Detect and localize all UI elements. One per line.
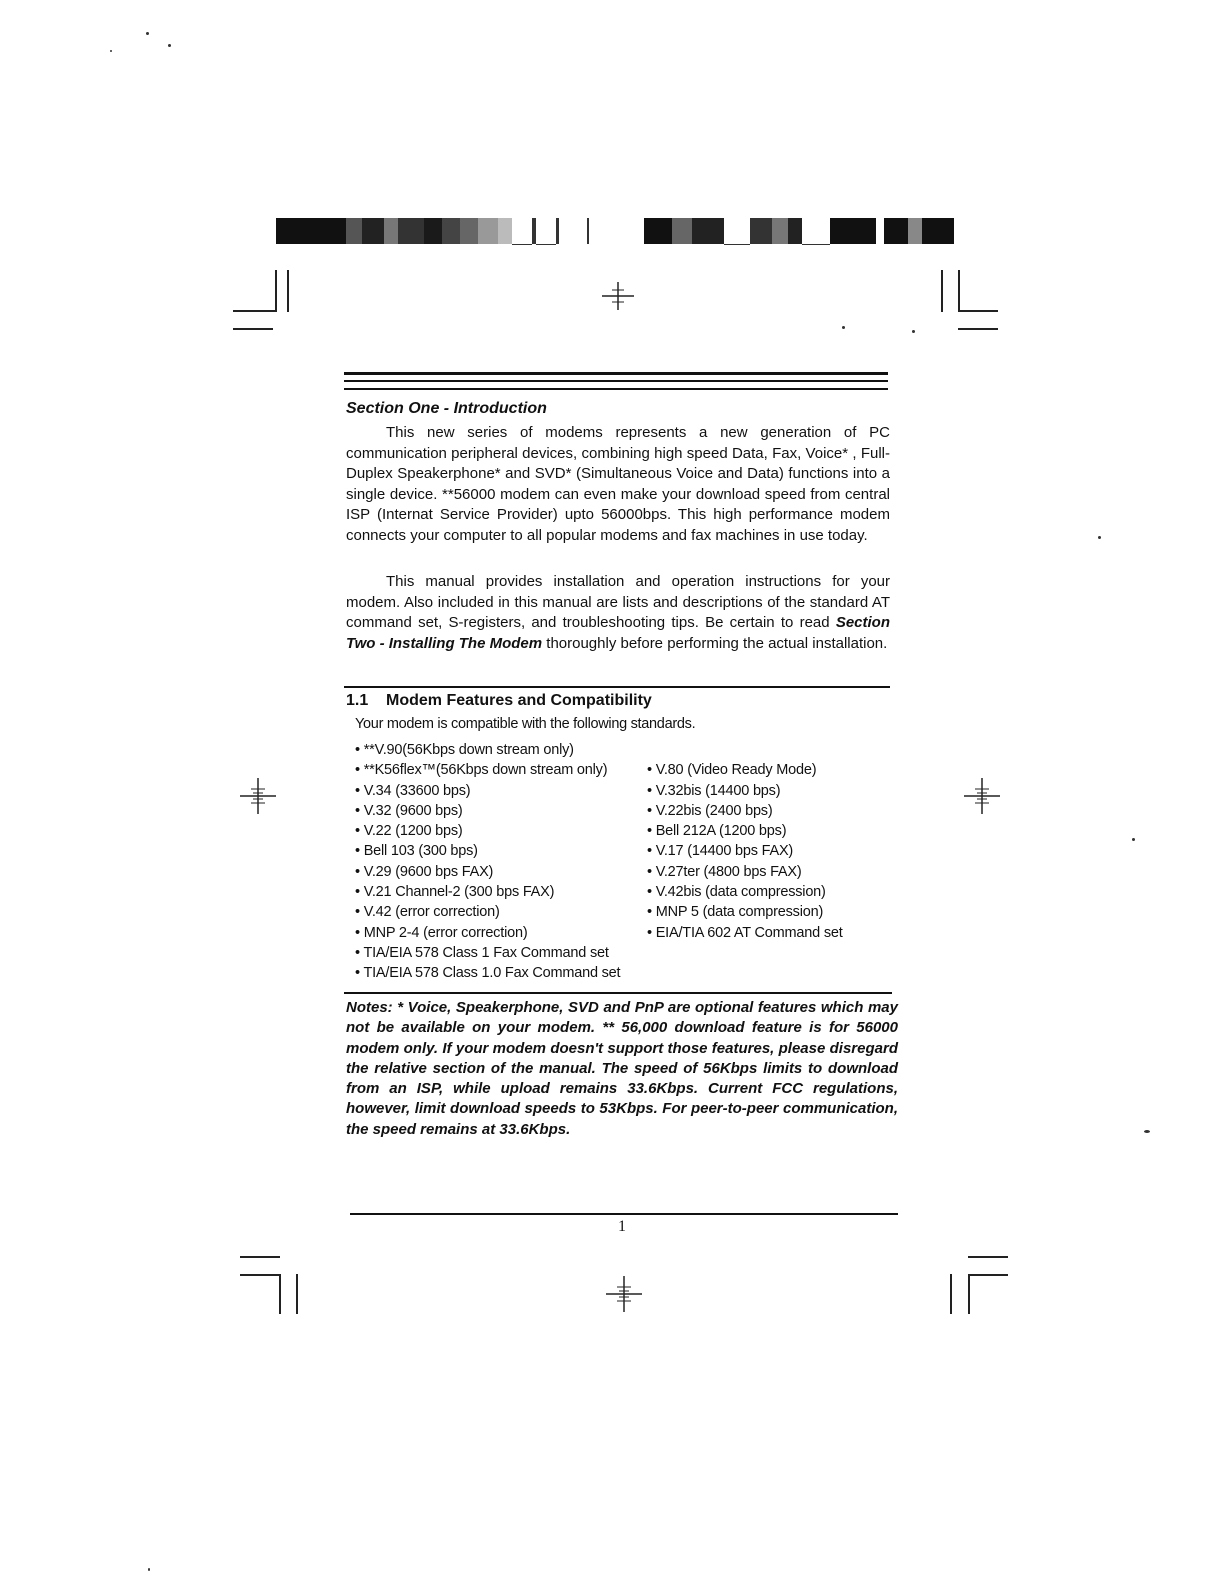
- feature-row: [355, 923, 895, 943]
- crop-mark-bottom-right: [968, 1274, 1008, 1276]
- crop-mark-bottom-right: [968, 1256, 1008, 1258]
- manual-paragraph-text-end: thoroughly before performing the actual installation.: [542, 634, 888, 652]
- feature-row: [355, 841, 895, 861]
- registration-target-icon: [604, 1274, 644, 1314]
- registration-bar-right: [644, 218, 954, 244]
- feature-item: • **V.90(56Kbps down stream only): [355, 742, 574, 758]
- features-rule: [344, 686, 890, 688]
- feature-item: • V.32bis (14400 bps): [647, 782, 781, 799]
- notes-rule: [344, 992, 892, 994]
- feature-item: • V.27ter (4800 bps FAX): [647, 863, 802, 880]
- intro-paragraph: [346, 423, 890, 546]
- crop-mark-bottom-left: [296, 1274, 298, 1314]
- registration-target-icon: [238, 776, 278, 816]
- feature-item: • V.42bis (data compression): [647, 884, 826, 901]
- registration-bar-left: [276, 218, 596, 244]
- feature-row: [355, 882, 895, 902]
- feature-item: [647, 740, 895, 760]
- feature-item: • V.29 (9600 bps FAX): [355, 863, 494, 880]
- feature-item: • V.22 (1200 bps): [355, 823, 463, 840]
- scan-speck: [912, 330, 915, 333]
- scan-speck: [1098, 536, 1101, 539]
- crop-mark-bottom-left: [240, 1256, 280, 1258]
- feature-item: • Bell 103 (300 bps): [355, 843, 478, 860]
- crop-mark-top-left: [275, 270, 277, 312]
- feature-item: [647, 963, 895, 983]
- feature-item: • V.42 (error correction): [355, 904, 500, 921]
- crop-mark-bottom-left: [279, 1274, 281, 1314]
- feature-item: • MNP 5 (data compression): [647, 904, 824, 921]
- feature-row: [355, 943, 895, 963]
- feature-item: • V.17 (14400 bps FAX): [647, 843, 794, 860]
- crop-mark-top-left: [287, 270, 289, 312]
- crop-mark-top-left: [233, 310, 277, 312]
- feature-item: [647, 943, 895, 963]
- scan-speck: [146, 32, 149, 35]
- header-rule: [344, 372, 888, 375]
- header-rule: [344, 388, 888, 390]
- scan-speck: [842, 326, 845, 329]
- feature-item: • V.21 Channel-2 (300 bps FAX): [355, 884, 555, 901]
- notes: Notes: * Voice, Speakerphone, SVD and PnP are optional features which may not be available on your modem. ** 56,000 download feature is for 56000 modem only. If your modem doesn't support those features, please disregard the relative section of the manual. The speed of 56Kbps limits to download from an ISP, while upload remains 33.6Kbps. Current FCC regulations, however, limit download speeds to 53Kbps. For peer-to-peer communication, the speed remains at 33.6Kbps.: [346, 999, 898, 1138]
- feature-item: • EIA/TIA 602 AT Command set: [647, 924, 843, 941]
- section-two-reference: Section Two - Installing The Modem: [346, 614, 890, 652]
- registration-target-icon: [598, 276, 638, 316]
- feature-item: • TIA/EIA 578 Class 1.0 Fax Command set: [355, 965, 621, 982]
- feature-item: • Bell 212A (1200 bps): [647, 823, 787, 840]
- crop-mark-bottom-right: [968, 1274, 970, 1314]
- feature-row: [355, 781, 895, 801]
- scan-speck: [110, 50, 112, 52]
- crop-mark-top-right: [958, 310, 998, 312]
- features-number: 1.1: [346, 692, 369, 709]
- feature-item: • V.34 (33600 bps): [355, 782, 471, 799]
- manual-paragraph: [346, 572, 890, 654]
- crop-mark-bottom-left: [240, 1274, 280, 1276]
- crop-mark-top-left: [233, 328, 273, 330]
- footer-rule: [350, 1213, 898, 1215]
- feature-item: • TIA/EIA 578 Class 1 Fax Command set: [355, 944, 609, 961]
- section-title: Section One - Introduction: [346, 400, 547, 417]
- feature-row: [355, 801, 895, 821]
- feature-row: [355, 760, 895, 780]
- registration-target-icon: [962, 776, 1002, 816]
- feature-row: [355, 902, 895, 922]
- scan-speck: [148, 1568, 150, 1571]
- page-number: 1: [618, 1218, 626, 1235]
- feature-row: [355, 821, 895, 841]
- feature-item: • V.22bis (2400 bps): [647, 802, 773, 819]
- scan-speck: [168, 44, 171, 47]
- feature-item: • V.80 (Video Ready Mode): [647, 762, 817, 779]
- crop-mark-top-right: [958, 270, 960, 312]
- features-intro: Your modem is compatible with the following standards.: [355, 716, 696, 732]
- features-heading: [346, 692, 652, 710]
- feature-item: • V.32 (9600 bps): [355, 802, 463, 819]
- manual-paragraph-text: This manual provides installation and operation instructions for your modem. Also included in this manual are lists and descriptions of the standard AT command set, S-registers, and troubleshooting tips. Be certain to read: [346, 573, 890, 631]
- feature-row: [355, 740, 895, 760]
- crop-mark-top-right: [941, 270, 943, 312]
- feature-item: • MNP 2-4 (error correction): [355, 924, 528, 941]
- features-list: [355, 740, 895, 984]
- header-rule: [344, 380, 888, 382]
- crop-mark-bottom-right: [950, 1274, 952, 1314]
- scan-speck: [1144, 1130, 1150, 1133]
- feature-row: [355, 862, 895, 882]
- intro-paragraph-text: This new series of modems represents a new generation of PC communication peripheral devices, combining high speed Data, Fax, Voice* , Full-Duplex Speakerphone* and SVD* (Simultaneous Voice and Data) functions into a single device. **56000 modem can even make your download speed from central ISP (Internat Service Provider) upto 56000bps. This high performance modem connects your computer to all popular modems and fax machines in use today.: [346, 424, 890, 544]
- feature-row: [355, 963, 895, 983]
- features-title: Modem Features and Compatibility: [386, 692, 652, 709]
- feature-item: • **K56flex™(56Kbps down stream only): [355, 762, 608, 779]
- scan-speck: [1132, 838, 1135, 841]
- crop-mark-top-right: [958, 328, 998, 330]
